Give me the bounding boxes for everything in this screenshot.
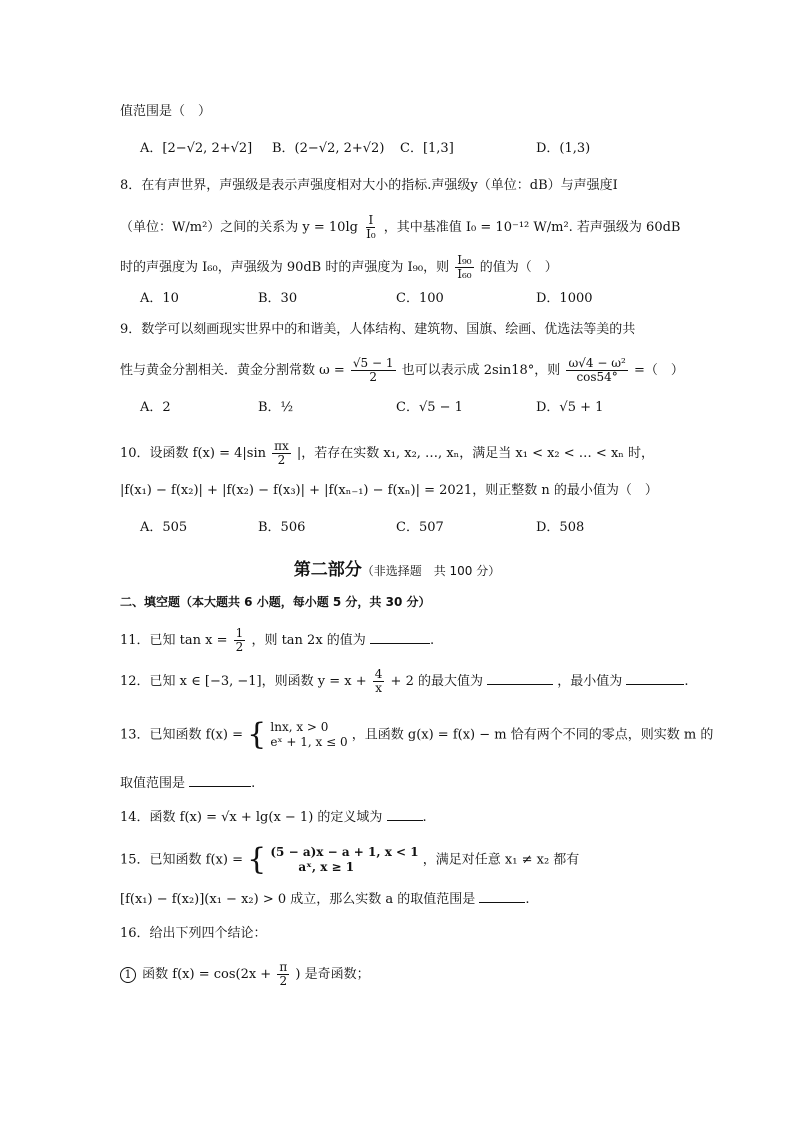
q8-fraction [364, 214, 378, 241]
q9-option-d: D．√5 + 1 [536, 400, 604, 415]
q9-option-a: A．2 [140, 400, 171, 415]
q10-option-d: D．508 [536, 520, 585, 535]
q11-answer-blank [370, 629, 430, 644]
q11-num: 1 [235, 626, 244, 640]
q12-min-blank [626, 670, 684, 685]
q8-line2-b: ，其中基准值 I₀ = 10⁻¹² W/m². 若声强级为 60dB [383, 220, 681, 235]
q15-brace: { [247, 842, 267, 877]
q11-den: 2 [235, 640, 244, 654]
q9-phi-fraction [351, 357, 396, 384]
q10-sin-den: 2 [277, 453, 286, 467]
q9-line2-a: 性与黄金分割相关．黄金分割常数 ω = [120, 363, 345, 378]
q11-b: ，则 tan 2x 的值为 [251, 633, 366, 648]
q8-option-d: D．1000 [536, 291, 593, 306]
q10-line2: |f(x₁) − f(x₂)| + |f(x₂) − f(x₃)| + |f(xₙ₋₁) − f(xₙ)| = 2021，则正整数 n 的最小值为（ ） [120, 483, 658, 498]
q12-line: 12．已知 x ∈ [−3, −1]，则函数 y = x + $\frac{4}{x}$ + 2 的最大值为 ，最小值为 . [120, 667, 689, 695]
q9-line2 [120, 357, 684, 384]
q13-answer-blank [189, 772, 251, 787]
q12-num: 4 [374, 667, 383, 681]
q8-ratio-den: I₆₀ [457, 267, 472, 281]
q8-ratio [455, 254, 473, 281]
q13-case1: lnx, x > 0 [270, 720, 329, 734]
q10-sin-fraction [272, 440, 291, 467]
q9-expr-num: ω√4 − ω² [568, 356, 626, 370]
q14-text: 14．函数 f(x) = √x + lg(x − 1) 的定义域为 [120, 810, 383, 825]
q9-phi-den: 2 [369, 370, 378, 384]
q8-fraction-den: I₀ [366, 227, 376, 241]
q7-option-c: C．[1,3] [400, 141, 454, 156]
q11-fraction [234, 627, 246, 654]
fill-blank-heading: 二、填空题（本大题共 6 小题，每小题 5 分，共 30 分） [120, 595, 431, 609]
q13-case2: eˣ + 1, x ≤ 0 [270, 735, 348, 749]
q13-b: ，且函数 g(x) = f(x) − m 恰有两个不同的零点，则实数 m 的 [351, 727, 714, 743]
q7-stem: 值范围是（ ） [120, 104, 212, 119]
q8-line2-a: （单位：W/m²）之间的关系为 y = 10lg [120, 220, 358, 235]
q13-line2: 取值范围是 . [120, 772, 255, 794]
q7-option-d: D．(1,3) [536, 141, 591, 156]
q16-item1 [120, 961, 370, 988]
q13-brace: { [247, 717, 267, 752]
q15-b: ，满足对任意 x₁ ≠ x₂ 都有 [422, 852, 580, 868]
q12-den: x [375, 681, 382, 695]
q9-option-c: C．√5 − 1 [396, 400, 463, 415]
q8-line2 [120, 214, 680, 241]
q13-a: 13．已知函数 f(x) = [120, 727, 243, 743]
q10-line1 [120, 440, 654, 467]
q8-fraction-num: I [368, 213, 374, 227]
q8-line3 [120, 254, 558, 281]
q15-cases [270, 845, 418, 875]
q14-line: 14．函数 f(x) = √x + lg(x − 1) 的定义域为 . [120, 806, 427, 828]
q7-option-b: B．(2−√2, 2+√2) [272, 141, 385, 156]
q9-phi-num: √5 − 1 [352, 356, 394, 370]
section-subtitle: （非选择题 共 100 分） [361, 564, 501, 578]
q11-a: 11．已知 tan x = [120, 633, 228, 648]
q16-item1-num: π [279, 960, 288, 974]
q12-a: 12．已知 x ∈ [−3, −1]，则函数 y = x + [120, 674, 367, 689]
section-heading [0, 555, 794, 580]
q10-sin-num: πx [274, 439, 289, 453]
q8-line1: 8．在有声世界，声强级是表示声强度相对大小的指标.声强级y（单位：dB）与声强度I [120, 178, 618, 193]
q8-line3-a: 时的声强度为 I₆₀，声强级为 90dB 时的声强度为 I₉₀，则 [120, 260, 450, 275]
q14-answer-blank [387, 806, 423, 821]
q15-case1: (5 − a)x − a + 1, x < 1 [270, 845, 419, 859]
q16-item1-fraction [277, 961, 289, 988]
q8-ratio-num: I₉₀ [457, 253, 472, 267]
q8-option-b: B．30 [258, 291, 298, 306]
q16-line: 16．给出下列四个结论： [120, 926, 267, 941]
q12-b: + 2 的最大值为 [390, 674, 483, 689]
q12-max-blank [487, 670, 553, 685]
q9-line2-c: =（ ） [633, 363, 684, 378]
q13-line1 [120, 717, 714, 752]
q15-a: 15．已知函数 f(x) = [120, 852, 243, 868]
q9-expr-den: cos54° [576, 370, 618, 384]
q12-c: ，最小值为 [557, 674, 623, 689]
q12-fraction [373, 668, 385, 695]
q15-line2: [f(x₁) − f(x₂)](x₁ − x₂) > 0 成立，那么实数 a 的取值范围是 . [120, 888, 530, 910]
q15-line1 [120, 842, 580, 877]
q16-item1-den: 2 [279, 974, 288, 988]
q15-line2-text: [f(x₁) − f(x₂)](x₁ − x₂) > 0 成立，那么实数 a 的取值范围是 [120, 892, 476, 907]
q16-item1-b: ) 是奇函数； [295, 967, 370, 982]
q10-option-a: A．505 [140, 520, 188, 535]
q9-expr-fraction [566, 357, 627, 384]
q10-option-b: B．506 [258, 520, 306, 535]
q7-option-a: A．[2−√2, 2+√2] [140, 141, 253, 156]
q9-line2-b: 也可以表示成 2sin18°，则 [401, 363, 561, 378]
q8-option-c: C．100 [396, 291, 444, 306]
q15-answer-blank [479, 888, 525, 903]
q16-item1-marker: 1 [120, 967, 136, 983]
q11-line: 11．已知 tan x = $\frac{1}{2}$ ，则 tan 2x 的值为 . [120, 626, 435, 654]
q13-line2-text: 取值范围是 [120, 776, 186, 791]
section-title: 第二部分 [293, 560, 362, 580]
q10-option-c: C．507 [396, 520, 444, 535]
q10-line1-b: |，若存在实数 x₁, x₂, …, xₙ，满足当 x₁ < x₂ < … < xₙ 时， [296, 446, 655, 461]
q8-option-a: A．10 [140, 291, 179, 306]
q15-case2: aˣ, x ≥ 1 [298, 860, 355, 874]
q13-cases [270, 720, 347, 750]
q9-option-b: B．½ [258, 400, 294, 415]
q8-line3-b: 的值为（ ） [479, 260, 558, 275]
q16-item1-a: 函数 f(x) = cos(2x + [142, 967, 272, 982]
q10-line1-a: 10．设函数 f(x) = 4|sin [120, 446, 266, 461]
q9-line1: 9．数学可以刻画现实世界中的和谐美，人体结构、建筑物、国旗、绘画、优选法等美的共 [120, 322, 636, 337]
